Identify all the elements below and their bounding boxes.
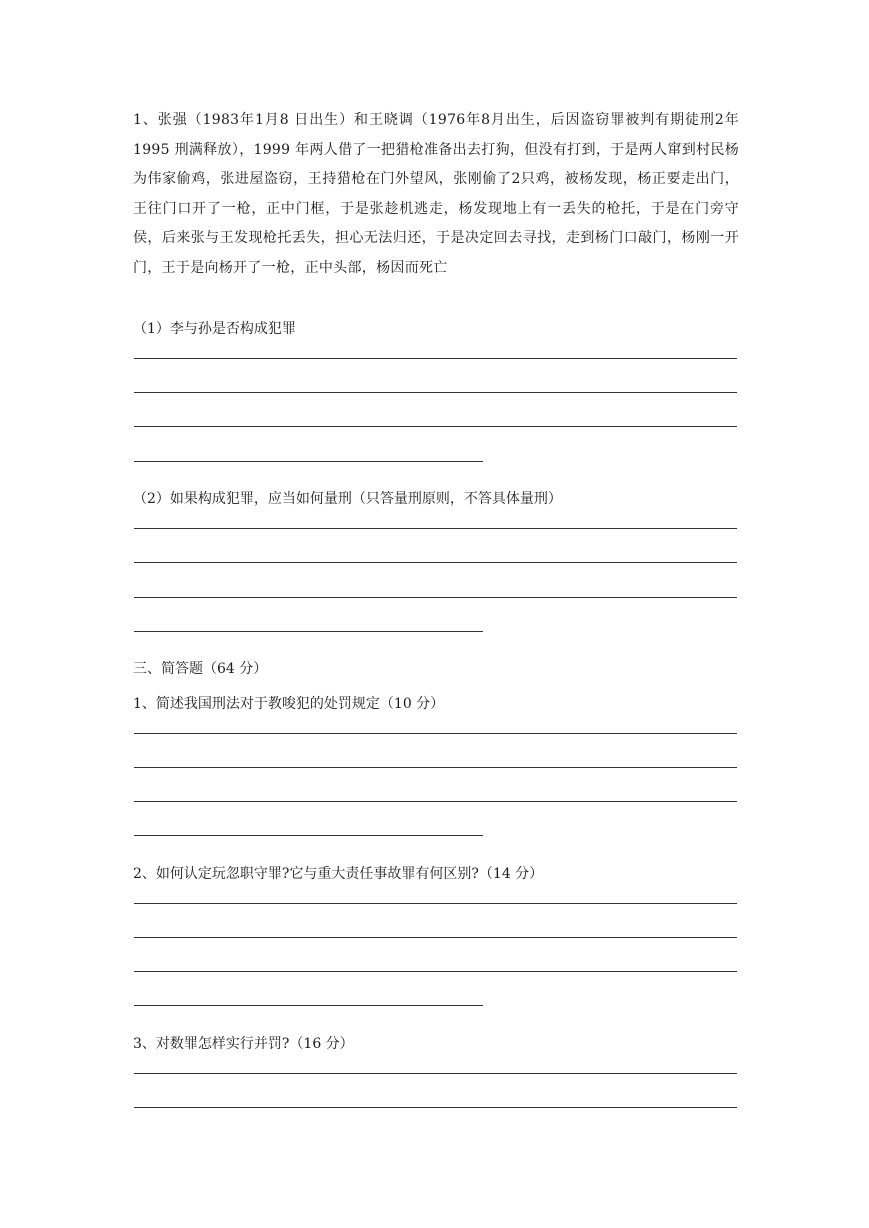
answer-line	[134, 1005, 483, 1006]
answer-line	[134, 835, 483, 836]
answer-line	[134, 562, 737, 563]
answer-line	[134, 631, 483, 632]
section-three-heading: 三、简答题（64 分）	[133, 661, 268, 677]
answer-line	[134, 528, 737, 529]
answer-line	[134, 426, 737, 427]
answer-line	[134, 937, 737, 938]
answer-line	[134, 461, 483, 462]
question-2: 2、如何认定玩忽职守罪?它与重大责任事故罪有何区别?（14 分）	[133, 866, 544, 882]
sub-question-2: （2）如果构成犯罪，应当如何量刑（只答量刑原则，不答具体量刑）	[133, 491, 562, 507]
answer-line	[134, 733, 737, 734]
answer-line	[134, 767, 737, 768]
answer-line	[134, 971, 737, 972]
answer-line	[134, 903, 737, 904]
sub-question-1: （1）李与孙是否构成犯罪	[133, 321, 296, 337]
question-3: 3、对数罪怎样实行并罚?（16 分）	[133, 1036, 354, 1052]
question-1: 1、简述我国刑法对于教唆犯的处罚规定（10 分）	[133, 696, 445, 712]
answer-line	[134, 358, 737, 359]
answer-line	[134, 1107, 737, 1108]
answer-line	[134, 1073, 737, 1074]
answer-line	[134, 392, 737, 393]
case-question-text: 1、张强（1983年1月8 日出生）和王晓调（1976年8月出生，后因盗窃罪被判有期徒刑2年 1995 刑满释放），1999 年两人借了一把猎枪准备出去打狗，但没有打到，于是两人窜到村民杨为伟家偷鸡，张进屋盗窃，王持猎枪在门外望风，张刚偷了2只鸡，被杨发现，杨正要走出门，王往门口开了一枪，正中门框，于是张趁机逃走，杨发现地上有一丢失的枪托，于是在门旁守侯，后来张与王发现枪托丢失，担心无法归还，于是决定回去寻找，走到杨门口敲门，杨刚一开门，王于是向杨开了一枪，正中头部，杨因而死亡	[133, 112, 739, 276]
answer-line	[134, 801, 737, 802]
answer-line	[134, 597, 737, 598]
